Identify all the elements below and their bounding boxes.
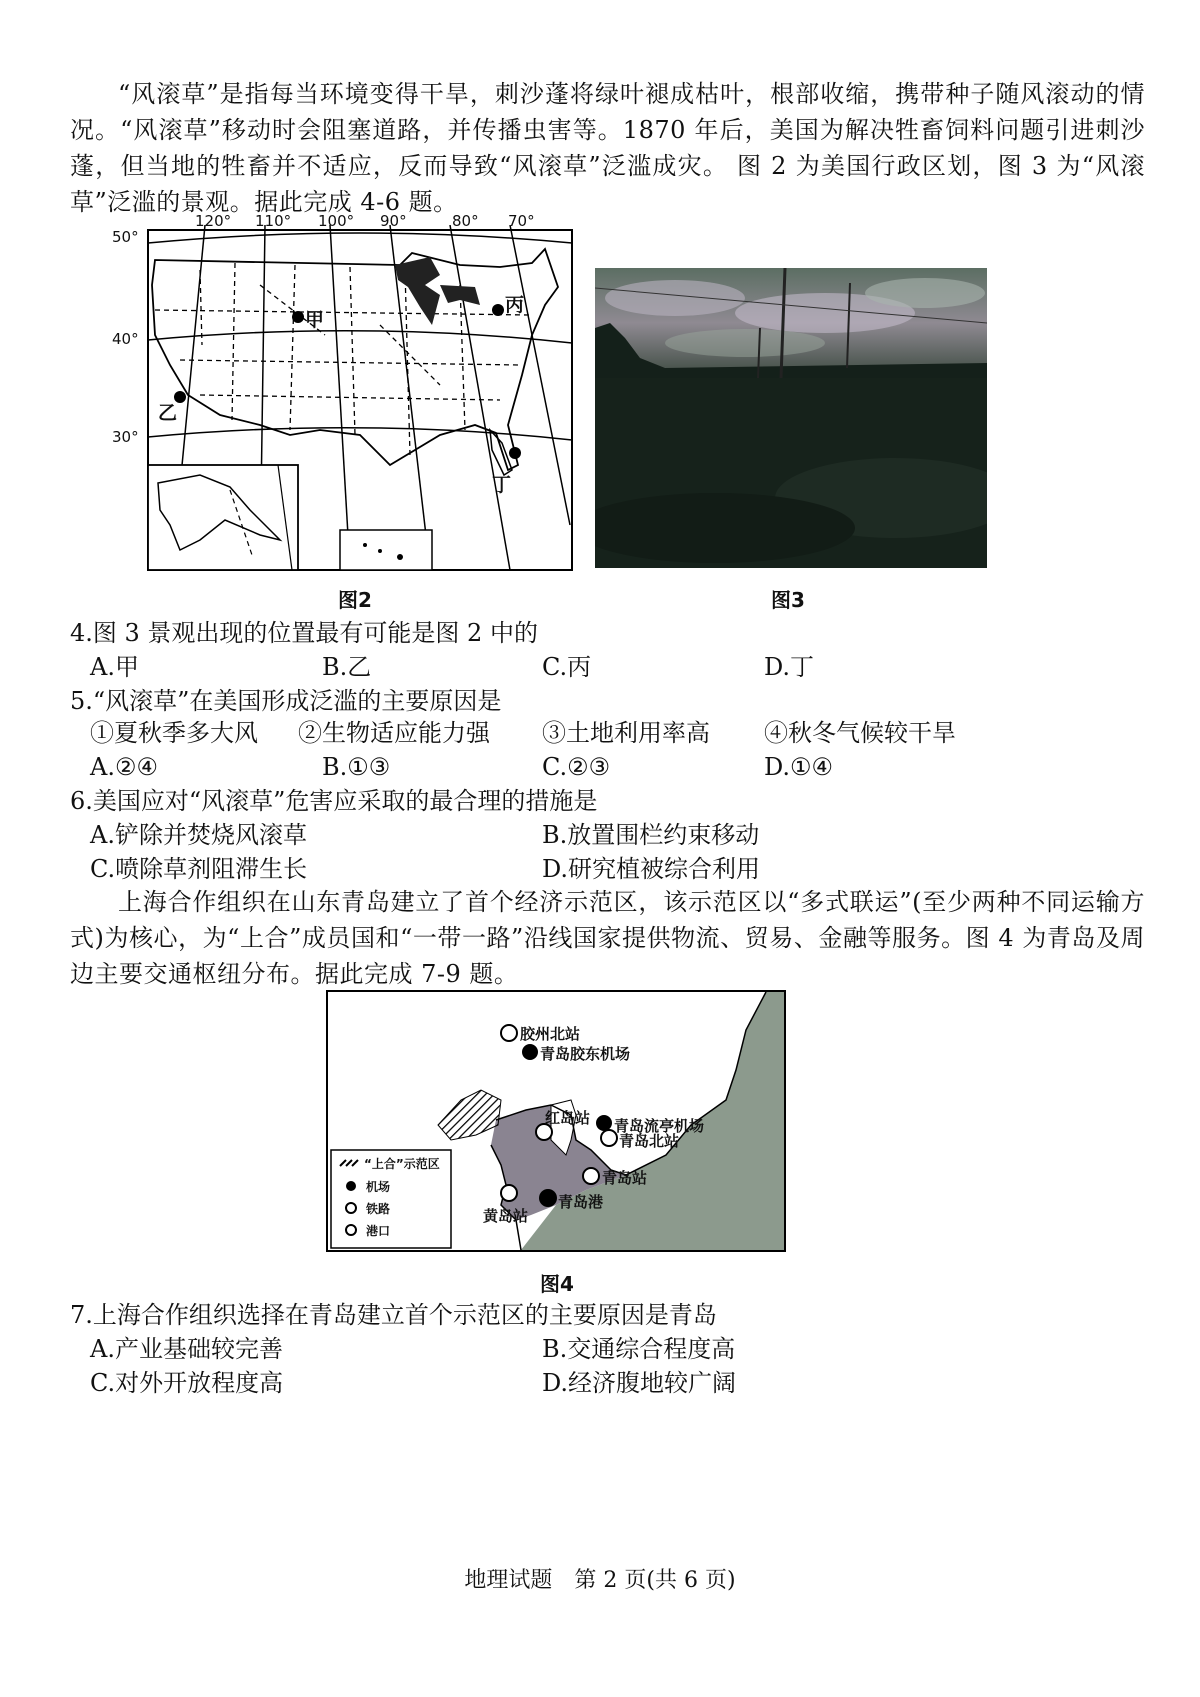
station-label: 黄岛站 xyxy=(483,1207,529,1225)
figure-3-photo xyxy=(595,268,987,568)
figure-2-us-map xyxy=(140,225,580,575)
question-6-stem: 6.美国应对“风滚草”危害应采取的最合理的措施是 xyxy=(70,787,598,815)
q5-option-b[interactable]: B.①③ xyxy=(322,753,391,781)
station-label: 青岛北站 xyxy=(619,1132,680,1150)
passage-1: “风滚草”是指每当环境变得干旱，刺沙蓬将绿叶褪成枯叶，根部收缩，携带种子随风滚动的情况。“风滚草”移动时会阻塞道路，并传播虫害等。1870 年后，美国为解决牲畜饲料问题引进刺沙蓬，但当地的牲畜并不适应，反而导致“风滚草”泛滥成灾。 图 2 为美国行政区划，图 3 为“风滚草”泛滥的景观。据此完成 4-6 题。 xyxy=(70,80,1145,216)
q4-option-c[interactable]: C.丙 xyxy=(542,653,592,681)
point-label-bing: 丙 xyxy=(505,294,525,316)
page-footer: 地理试题 第 2 页(共 6 页) xyxy=(464,1568,736,1593)
figure-4-caption: 图4 xyxy=(540,1272,574,1296)
question-5-stem: 5.“风滚草”在美国形成泛滥的主要原因是 xyxy=(70,687,502,715)
q5-option-a[interactable]: A.②④ xyxy=(90,753,158,781)
station-label: 红岛站 xyxy=(545,1109,591,1127)
legend-port: 港口 xyxy=(366,1224,391,1238)
q5-item-4: ④秋冬气候较干旱 xyxy=(764,719,956,747)
figure-2-caption: 图2 xyxy=(338,588,372,612)
longitude-label: 90° xyxy=(380,212,407,230)
q5-item-3: ③土地利用率高 xyxy=(542,719,710,747)
q7-option-b[interactable]: B.交通综合程度高 xyxy=(542,1335,736,1363)
figure-3-caption: 图3 xyxy=(771,588,805,612)
q6-option-a[interactable]: A.铲除并焚烧风滚草 xyxy=(90,821,307,849)
q6-option-d[interactable]: D.研究植被综合利用 xyxy=(542,855,761,883)
q7-option-a[interactable]: A.产业基础较完善 xyxy=(90,1335,283,1363)
q5-item-2: ②生物适应能力强 xyxy=(298,719,490,747)
airport-label: 青岛胶东机场 xyxy=(540,1045,631,1063)
point-label-ding: 丁 xyxy=(492,474,512,496)
q6-option-c[interactable]: C.喷除草剂阻滞生长 xyxy=(90,855,308,883)
legend-railway: 铁路 xyxy=(366,1202,391,1216)
legend-airport: 机场 xyxy=(366,1180,391,1194)
question-4-stem: 4.图 3 景观出现的位置最有可能是图 2 中的 xyxy=(70,619,538,647)
q4-option-b[interactable]: B.乙 xyxy=(322,653,372,681)
airport-label: 青岛流亭机场 xyxy=(614,1117,705,1135)
legend-demo-zone: “上合”示范区 xyxy=(364,1157,440,1171)
station-label: 青岛站 xyxy=(602,1169,648,1187)
longitude-label: 120° xyxy=(195,212,232,230)
q4-option-d[interactable]: D.丁 xyxy=(764,653,815,681)
longitude-label: 80° xyxy=(452,212,479,230)
longitude-label: 100° xyxy=(318,212,355,230)
q7-option-d[interactable]: D.经济腹地较广阔 xyxy=(542,1369,737,1397)
station-label: 胶州北站 xyxy=(520,1025,581,1043)
q5-item-1: ①夏秋季多大风 xyxy=(90,719,258,747)
latitude-label: 40° xyxy=(112,330,139,348)
q5-option-d[interactable]: D.①④ xyxy=(764,753,834,781)
passage-2: 上海合作组织在山东青岛建立了首个经济示范区，该示范区以“多式联运”(至少两种不同运输方式)为核心，为“上合”成员国和“一带一路”沿线国家提供物流、贸易、金融等服务。图 4 为青岛及周边主要交通枢纽分布。据此完成 7-9 题。 xyxy=(70,888,1145,988)
longitude-label: 110° xyxy=(255,212,292,230)
longitude-label: 70° xyxy=(508,212,535,230)
point-label-yi: 乙 xyxy=(158,402,178,424)
point-label-jia: 甲 xyxy=(305,309,325,331)
q6-option-b[interactable]: B.放置围栏约束移动 xyxy=(542,821,760,849)
port-label: 青岛港 xyxy=(558,1193,604,1211)
q7-option-c[interactable]: C.对外开放程度高 xyxy=(90,1369,284,1397)
q5-option-c[interactable]: C.②③ xyxy=(542,753,611,781)
q4-option-a[interactable]: A.甲 xyxy=(90,653,139,681)
question-7-stem: 7.上海合作组织选择在青岛建立首个示范区的主要原因是青岛 xyxy=(70,1301,717,1329)
latitude-label: 50° xyxy=(112,228,139,246)
latitude-label: 30° xyxy=(112,428,139,446)
